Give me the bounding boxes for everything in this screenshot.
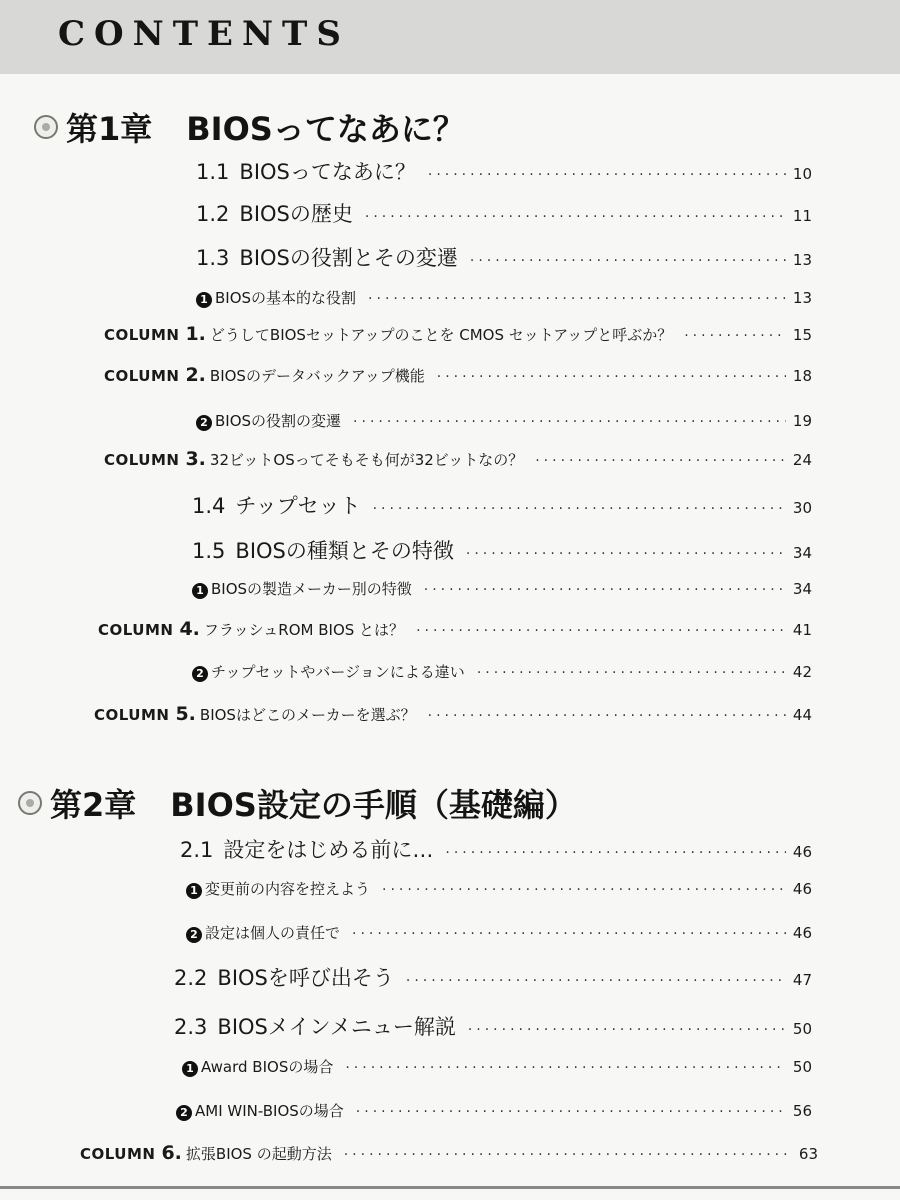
toc-entry-2-1[interactable] xyxy=(180,834,812,864)
section-number: 1.1 xyxy=(196,160,230,184)
column-label: COLUMN xyxy=(80,1145,156,1163)
entry-title: BIOSの歴史 xyxy=(239,202,353,226)
page-number: 19 xyxy=(792,412,812,430)
page-number: 47 xyxy=(792,971,812,989)
column-number: 1. xyxy=(185,323,206,345)
page-number: 46 xyxy=(792,843,812,861)
section-number: 2.2 xyxy=(174,966,208,990)
section-number: 1.5 xyxy=(192,539,226,563)
entry-title: 設定は個人の責任で xyxy=(205,924,341,942)
toc-entry-2-3-2[interactable] xyxy=(176,1100,812,1121)
entry-title: BIOSってなあに？ xyxy=(239,160,416,184)
page-number: 46 xyxy=(792,924,812,942)
dot-leader xyxy=(382,882,786,898)
contents-header-band xyxy=(0,0,900,74)
entry-title: BIOSの役割とその変遷 xyxy=(239,246,458,270)
page-number: 11 xyxy=(792,207,812,225)
toc-entry-1-5-2[interactable] xyxy=(192,661,812,682)
page-number: 42 xyxy=(792,663,812,681)
page-number: 13 xyxy=(792,251,812,269)
dot-leader xyxy=(468,1022,786,1038)
toc-column-3[interactable] xyxy=(104,448,812,470)
toc-entry-1-5[interactable] xyxy=(192,535,812,565)
page-number: 10 xyxy=(792,165,812,183)
toc-column-2[interactable] xyxy=(104,364,812,386)
dot-leader xyxy=(470,253,786,269)
dot-leader xyxy=(365,209,786,225)
column-number: 2. xyxy=(185,364,206,386)
entry-title: 拡張BIOS の起動方法 xyxy=(185,1145,332,1163)
page-number: 30 xyxy=(792,499,812,517)
section-number: 1.3 xyxy=(196,246,230,270)
chapter-title: BIOS設定の手順（基礎編） xyxy=(170,786,577,824)
entry-title: 変更前の内容を控えよう xyxy=(205,880,371,898)
dot-leader xyxy=(373,501,786,517)
dot-leader xyxy=(356,1104,786,1120)
page-number: 24 xyxy=(792,451,812,469)
dot-leader xyxy=(344,1147,792,1163)
section-number: 2.1 xyxy=(180,838,214,862)
chapter-title: BIOSってなあに？ xyxy=(186,110,465,148)
toc-entry-2-1-2[interactable] xyxy=(186,922,812,943)
page-number: 44 xyxy=(792,706,812,724)
entry-title: チップセットやバージョンによる違い xyxy=(211,663,465,681)
page-number: 50 xyxy=(792,1020,812,1038)
dot-leader xyxy=(445,845,786,861)
dot-leader xyxy=(428,167,786,183)
dot-leader xyxy=(535,453,786,469)
column-number: 4. xyxy=(179,618,200,640)
chapter-1-heading xyxy=(34,104,465,150)
page-number: 56 xyxy=(792,1102,812,1120)
dot-leader xyxy=(437,369,786,385)
entry-title: どうしてBIOSセットアップのことを CMOS セットアップと呼ぶか？ xyxy=(209,326,673,344)
entry-title: BIOSのデータバックアップ機能 xyxy=(209,367,425,385)
toc-entry-1-3-1[interactable] xyxy=(196,287,812,308)
dot-leader xyxy=(352,926,786,942)
circled-number-icon: 1 xyxy=(192,583,208,599)
toc-entry-1-1[interactable] xyxy=(196,156,812,186)
dot-leader xyxy=(345,1060,786,1076)
bottom-rule xyxy=(0,1186,900,1189)
chapter-number: 第1章 xyxy=(66,110,153,148)
dot-leader xyxy=(477,665,786,681)
entry-title: チップセット xyxy=(235,494,361,518)
chapter-globe-icon xyxy=(18,791,42,815)
dot-leader xyxy=(406,973,786,989)
circled-number-icon: 2 xyxy=(196,415,212,431)
page-number: 34 xyxy=(792,580,812,598)
section-number: 2.3 xyxy=(174,1015,208,1039)
chapter-2-heading xyxy=(18,780,577,826)
page-number: 50 xyxy=(792,1058,812,1076)
circled-number-icon: 2 xyxy=(186,927,202,943)
toc-entry-1-5-1[interactable] xyxy=(192,578,812,599)
page-number: 41 xyxy=(792,621,812,639)
section-number: 1.2 xyxy=(196,202,230,226)
toc-entry-2-1-1[interactable] xyxy=(186,878,812,899)
page-number: 63 xyxy=(798,1145,818,1163)
toc-entry-2-3-1[interactable] xyxy=(182,1056,812,1077)
column-label: COLUMN xyxy=(104,367,180,385)
page-number: 18 xyxy=(792,367,812,385)
entry-title: 32ビットOSってそもそも何が32ビットなの？ xyxy=(209,451,524,469)
entry-title: BIOSの種類とその特徴 xyxy=(235,539,454,563)
column-number: 5. xyxy=(175,703,196,725)
entry-title: BIOSを呼び出そう xyxy=(217,966,394,990)
dot-leader xyxy=(466,546,786,562)
column-number: 3. xyxy=(185,448,206,470)
toc-column-6[interactable] xyxy=(80,1142,818,1164)
entry-title: AMI WIN-BIOSの場合 xyxy=(195,1102,344,1120)
toc-entry-1-3[interactable] xyxy=(196,242,812,272)
entry-title: BIOSメインメニュー解説 xyxy=(217,1015,456,1039)
entry-title: BIOSはどこのメーカーを選ぶ？ xyxy=(199,706,416,724)
dot-leader xyxy=(428,708,786,724)
dot-leader xyxy=(416,623,786,639)
toc-column-5[interactable] xyxy=(94,703,812,725)
entry-title: 設定をはじめる前に… xyxy=(223,838,434,862)
circled-number-icon: 1 xyxy=(196,292,212,308)
toc-column-4[interactable] xyxy=(98,618,812,640)
entry-title: Award BIOSの場合 xyxy=(201,1058,334,1076)
column-label: COLUMN xyxy=(104,451,180,469)
toc-column-1[interactable] xyxy=(104,323,812,345)
dot-leader xyxy=(368,291,786,307)
toc-entry-1-2[interactable] xyxy=(196,198,812,228)
entry-title: フラッシュROM BIOS とは？ xyxy=(203,621,405,639)
dot-leader xyxy=(684,328,786,344)
chapter-globe-icon xyxy=(34,115,58,139)
circled-number-icon: 2 xyxy=(176,1105,192,1121)
circled-number-icon: 1 xyxy=(182,1061,198,1077)
toc-entry-1-3-2[interactable] xyxy=(196,410,812,431)
toc-entry-2-2[interactable] xyxy=(174,962,812,992)
section-number: 1.4 xyxy=(192,494,226,518)
entry-title: BIOSの基本的な役割 xyxy=(215,289,357,307)
circled-number-icon: 1 xyxy=(186,883,202,899)
column-label: COLUMN xyxy=(94,706,170,724)
circled-number-icon: 2 xyxy=(192,666,208,682)
page-number: 15 xyxy=(792,326,812,344)
entry-title: BIOSの製造メーカー別の特徴 xyxy=(211,580,412,598)
toc-entry-2-3[interactable] xyxy=(174,1011,812,1041)
page-number: 34 xyxy=(792,544,812,562)
page-number: 46 xyxy=(792,880,812,898)
column-label: COLUMN xyxy=(98,621,174,639)
column-number: 6. xyxy=(161,1142,182,1164)
dot-leader xyxy=(353,414,786,430)
chapter-number: 第2章 xyxy=(50,786,137,824)
column-label: COLUMN xyxy=(104,326,180,344)
entry-title: BIOSの役割の変遷 xyxy=(215,412,342,430)
toc-entry-1-4[interactable] xyxy=(192,490,812,520)
page-number: 13 xyxy=(792,289,812,307)
dot-leader xyxy=(424,582,786,598)
contents-title: CONTENTS xyxy=(58,14,350,54)
